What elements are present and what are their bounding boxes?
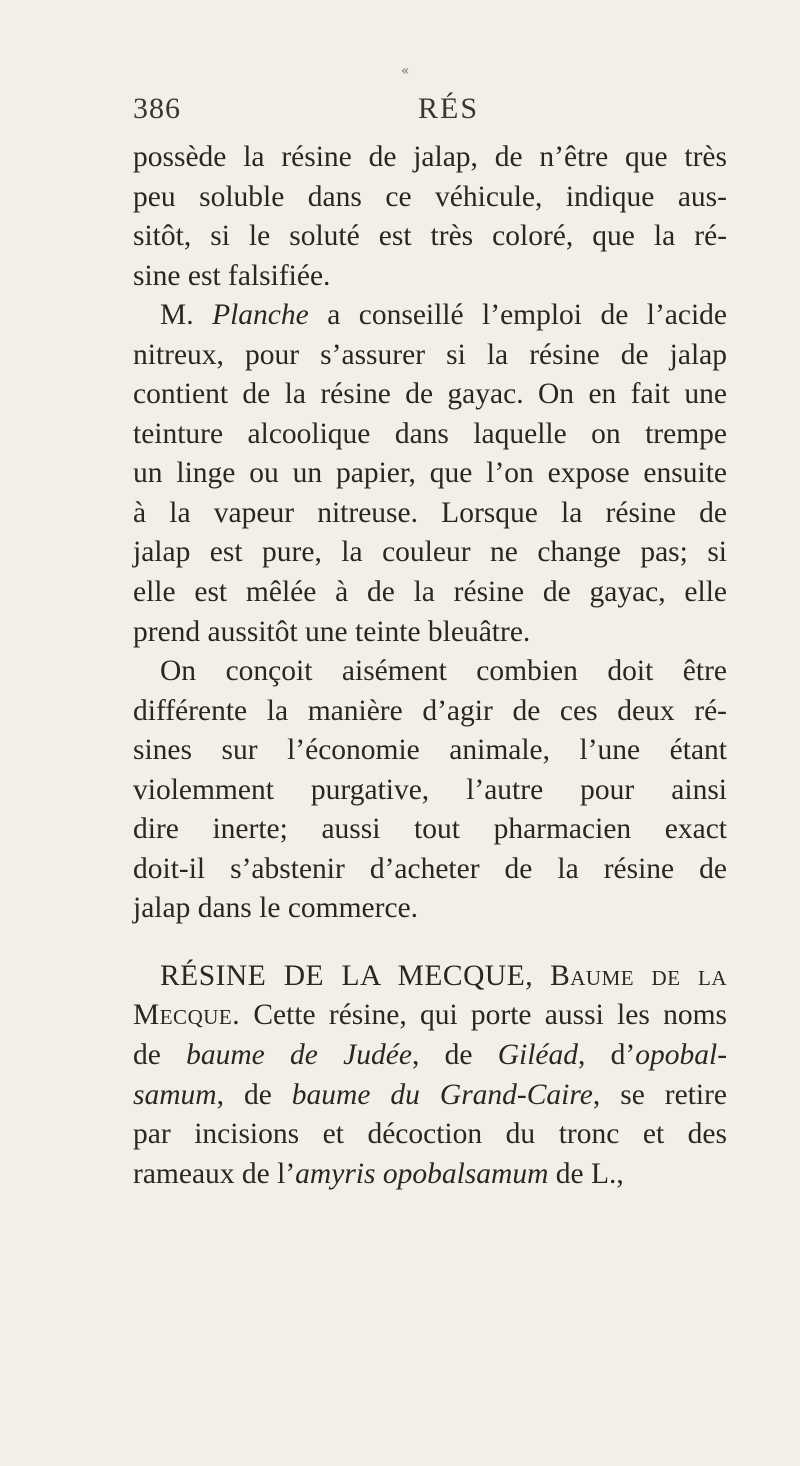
text-line: contient de la résine de gayac. On en fait une: [133, 378, 727, 411]
text-line: dire inerte; aussi tout pharmacien exact: [133, 813, 727, 846]
text-run: de: [133, 1039, 187, 1072]
entry-alt-name-cont: Mecque.: [133, 999, 241, 1032]
body-text: [133, 138, 727, 1194]
text-line: jalap est pure, la couleur ne change pas; si: [133, 536, 727, 569]
text-run: , se retire: [592, 1078, 727, 1111]
italic-term: opobal-: [635, 1039, 728, 1072]
text-line: différente la manière d’agir de ces deux ré-: [133, 694, 727, 727]
text-line: teinture alcoolique dans laquelle on trempe: [133, 417, 727, 450]
text-line: par incisions et décoction du tronc et des: [133, 1118, 727, 1151]
text-line: à la vapeur nitreuse. Lorsque la résine de: [133, 496, 727, 529]
text-run: , de: [216, 1078, 292, 1111]
text-run: rameaux de l’: [133, 1157, 296, 1190]
text-line: un linge ou un papier, que l’on expose ensuite: [133, 457, 727, 490]
text-line: nitreux, pour s’assurer si la résine de jalap: [133, 338, 727, 371]
text-run: M.: [160, 299, 213, 332]
text-line: [133, 296, 727, 336]
page-number: 386: [133, 92, 181, 125]
text-line: elle est mêlée à de la résine de gayac, elle: [133, 576, 727, 609]
text-line: [133, 1076, 727, 1116]
text-run: Cette résine, qui porte aussi les noms: [240, 999, 727, 1032]
text-run: de L.,: [548, 1157, 624, 1190]
italic-term: baume du Grand-Caire: [291, 1078, 593, 1111]
text-line: [133, 1155, 727, 1195]
text-line: sitôt, si le soluté est très coloré, que la ré-: [133, 220, 727, 253]
dictionary-entry: [133, 957, 727, 1194]
stray-mark: «: [401, 63, 410, 79]
text-line: doit-il s’abstenir d’acheter de la résine de: [133, 852, 727, 885]
entry-headword: RÉSINE DE LA MECQUE,: [160, 959, 534, 992]
text-run: a conseillé l’emploi de l’acide: [308, 299, 728, 332]
author-name: Planche: [212, 299, 309, 332]
entry-alt-name: Baume de la: [550, 959, 728, 992]
italic-term: Giléad: [497, 1039, 579, 1072]
text-line: On conçoit aisément combien doit être: [160, 655, 727, 688]
text-line: [133, 1036, 727, 1076]
text-line: sine est falsifiée.: [133, 259, 331, 292]
text-line: [133, 996, 727, 1036]
paragraph-3: [133, 652, 727, 929]
text-line: [133, 957, 727, 997]
text-line: possède la résine de jalap, de n’être que très: [133, 141, 727, 173]
text-line: sines sur l’économie animale, l’une étant: [133, 734, 727, 767]
text-line: peu soluble dans ce véhicule, indique aus-: [133, 180, 727, 213]
paragraph-2: [133, 296, 727, 652]
italic-term: baume de Judée: [186, 1039, 412, 1072]
text-line: violemment purgative, l’autre pour ainsi: [133, 773, 727, 806]
italic-term: amyris opobalsamum: [295, 1157, 549, 1190]
running-head: [133, 92, 723, 132]
text-run: , de: [411, 1039, 498, 1072]
section-gap: [133, 929, 727, 957]
header-word: RÉS: [418, 92, 480, 125]
italic-term: samum: [133, 1078, 217, 1111]
text-run: , d’: [578, 1039, 636, 1072]
paragraph-1: [133, 138, 727, 296]
text-line: jalap dans le commerce.: [133, 892, 419, 925]
text-line: prend aussitôt une teinte bleuâtre.: [133, 615, 531, 648]
